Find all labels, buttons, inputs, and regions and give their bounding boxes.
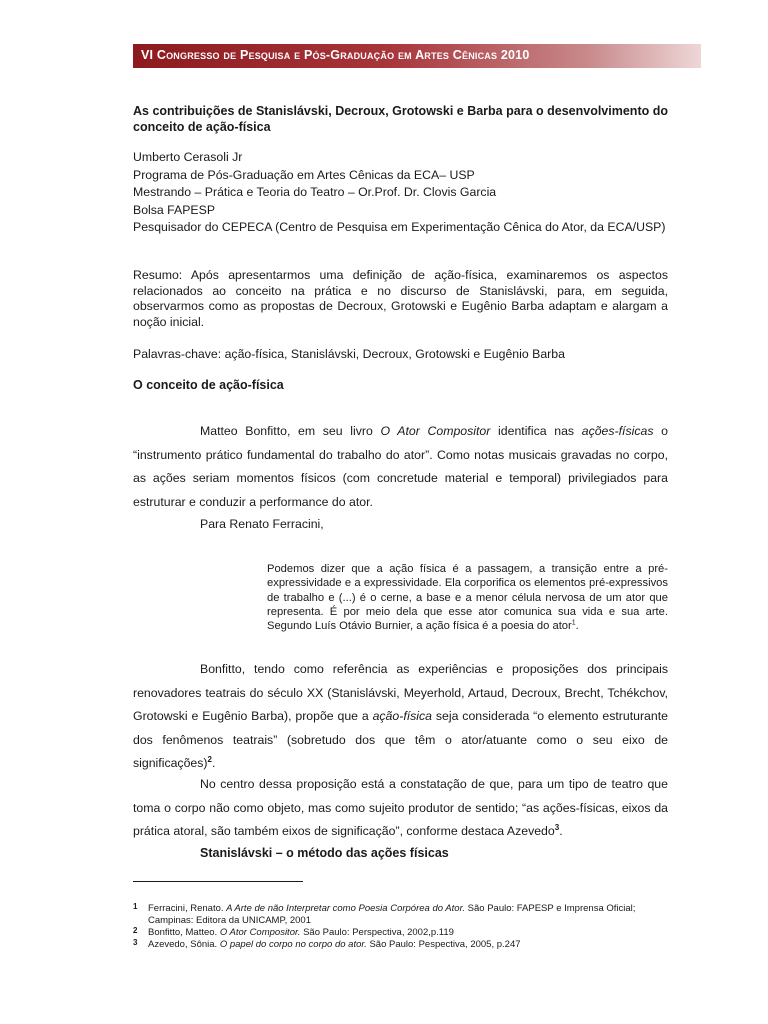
paragraph-bonfitto-proposal: Bonfitto, tendo como referência as experiências e proposições dos principais renovadores teatrais do século XX (Stanislávski, Meyerhold, Artaud, Decroux, Brecht, Tchékchov, Grotowski e Eugênio Barba), propõe que a ação-física seja considerada “o elemento estruturante dos fenômenos teatrais” (sobretudo dos que têm o ator/atuante como o seu eixo de significações)$^2$.: [133, 662, 668, 770]
banner-text: VI Congresso de Pesquisa e Pós-Graduação em Artes Cênicas 2010: [141, 48, 530, 62]
footnote-3: 3 Azevedo, Sônia. O papel do corpo no corpo do ator. São Paulo: Pespectiva, 2005, p.247: [133, 938, 521, 950]
author-program: Programa de Pós-Graduação em Artes Cênicas da ECA– USP: [133, 167, 475, 182]
footnote-divider: [133, 881, 303, 882]
block-quote: Podemos dizer que a ação física é a passagem, a transição entre a pré-expressividade e a expressividade. Ela corporifica os elementos pré-expressivos de trabalho e (...) é o cerne, a base e a menor célula nervosa de um ator que representa. É por meio dela que esse ator comunica sua vida e sua arte. Segundo Luís Otávio Burnier, a ação física é a poesia do ator$^1$.: [267, 563, 668, 633]
paragraph-ferracini-intro: Para Renato Ferracini,: [200, 517, 324, 531]
author-name: Umberto Cerasoli Jr: [133, 150, 243, 164]
footnote-number: 1: [133, 902, 138, 911]
footnote-number: 2: [133, 926, 138, 935]
author-grant: Bolsa FAPESP: [133, 202, 216, 217]
section-heading: O conceito de ação-física: [133, 378, 284, 392]
footnote-ref-3[interactable]: 3: [554, 822, 560, 832]
paragraph-bonfitto: Matteo Bonfitto, em seu livro O Ator Compositor identifica nas ações-físicas o “instrumento prático fundamental do trabalho do ator”. Como notas musicais gravadas no corpo, as ações seriam momentos físicos (com concretude material e temporal) privilegiados para estruturar e conduzir a performance do ator.: [133, 424, 669, 509]
footnote-1: 1 Ferracini, Renato. A Arte de não Interpretar como Poesia Corpórea do Ator. São Paulo: FAPESP e Imprensa Oficial; Campinas: Editora da UNICAMP, 2001: [133, 902, 636, 926]
author-block: [133, 149, 668, 237]
footnote-2: 2 Bonfitto, Matteo. O Ator Compositor. São Paulo: Perspectiva, 2002,p.119: [133, 926, 454, 938]
footnote-number: 3: [133, 938, 138, 947]
footnote-ref-1[interactable]: 1: [571, 619, 576, 627]
author-degree: Mestrando – Prática e Teoria do Teatro – Or.Prof. Dr. Clovis Garcia: [133, 185, 497, 199]
abstract: Resumo: Após apresentarmos uma definição de ação-física, examinaremos os aspectos relacionados ao conceito na prática e no discurso de Stanislávski, para, em seguida, observarmos como as propostas de Decroux, Grotowski e Eugênio Barba adaptam e alargam a noção inicial.: [133, 268, 668, 329]
keywords: Palavras-chave: ação-física, Stanislávski, Decroux, Grotowski e Eugênio Barba: [133, 347, 565, 361]
paragraph-azevedo: No centro dessa proposição está a constatação de que, para um tipo de teatro que toma o corpo não como objeto, mas como sujeito produtor de sentido; “as ações-físicas, eixos da prática atoral, são também eixos de significação”, conforme destaca Azevedo$^3$.: [133, 777, 668, 838]
conference-banner: [133, 44, 701, 68]
footnote-ref-2[interactable]: 2: [207, 754, 212, 764]
author-affiliation: Pesquisador do CEPECA (Centro de Pesquisa em Experimentação Cênica do Ator, da ECA/USP): [133, 220, 666, 234]
article-title: As contribuições de Stanislávski, Decroux, Grotowski e Barba para o desenvolvimento do conceito de ação-física: [133, 104, 668, 134]
section-heading-stanislavski: Stanislávski – o método das ações físicas: [200, 846, 449, 860]
